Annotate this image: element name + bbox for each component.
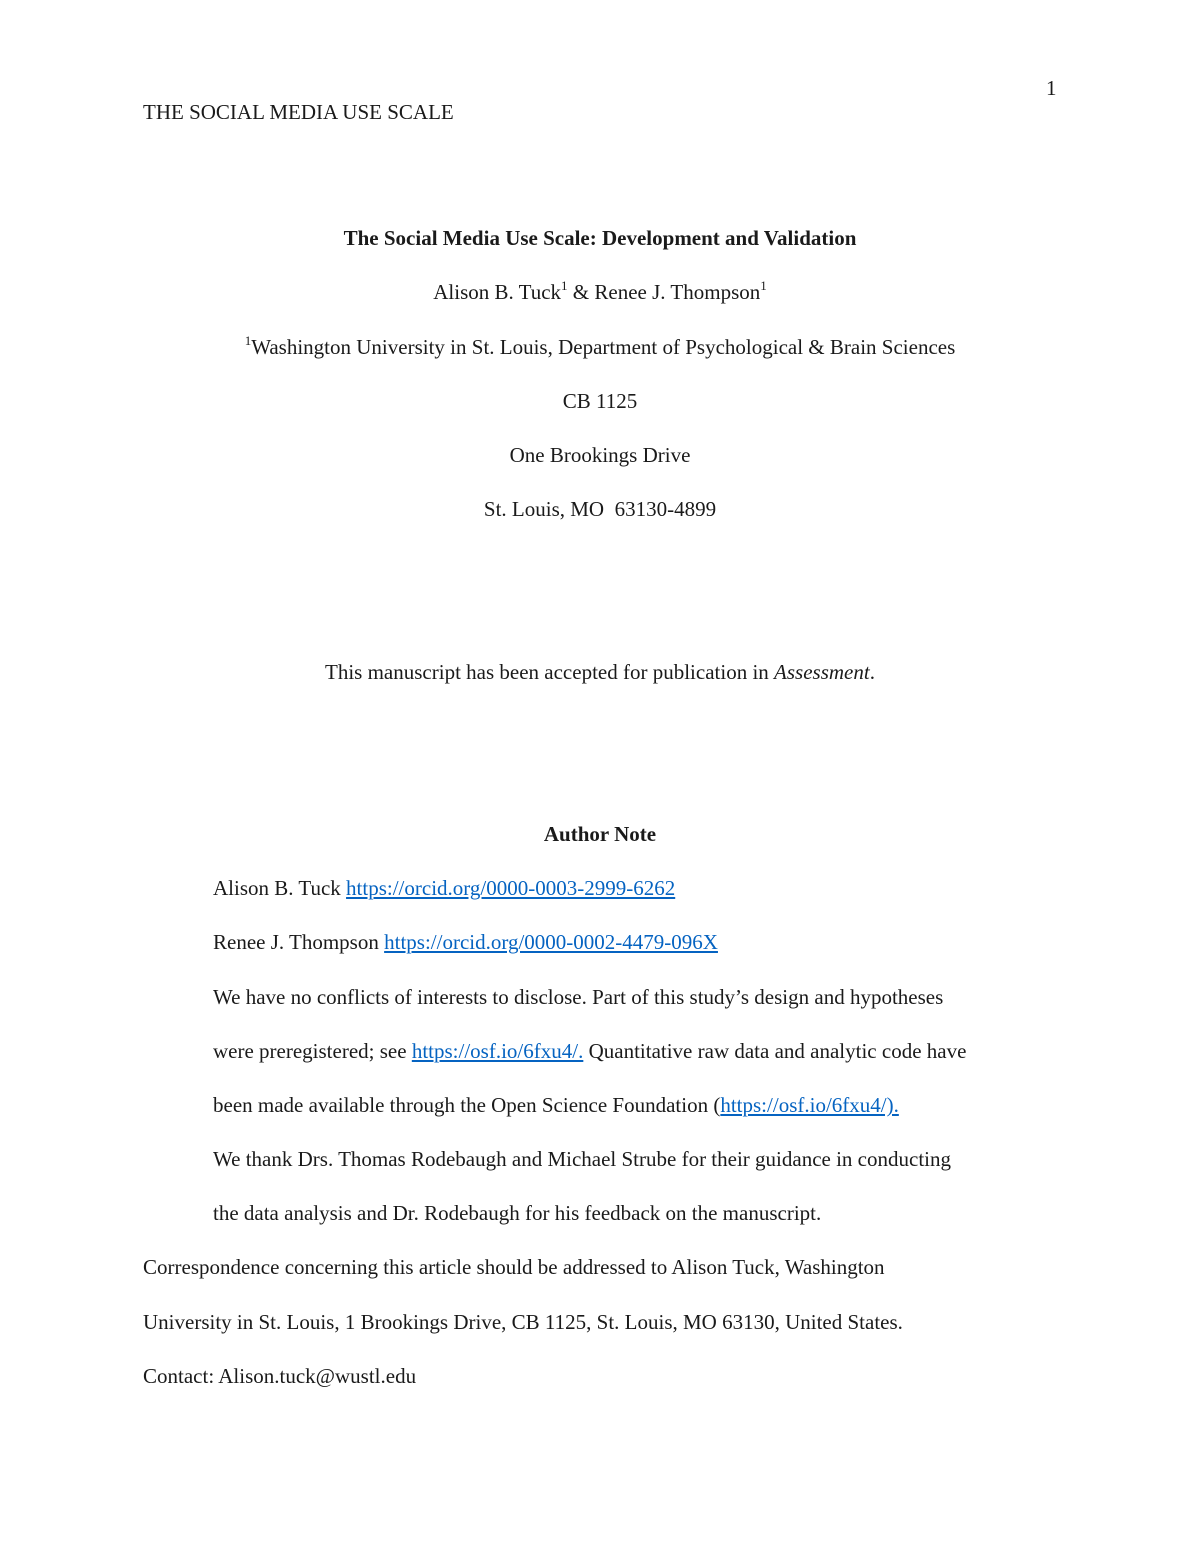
author-line: [0, 280, 1200, 305]
address-line-2: One Brookings Drive: [509, 443, 691, 467]
page-number: 1: [1046, 76, 1057, 100]
address-line-3: St. Louis, MO 63130-4899: [483, 497, 717, 521]
orcid-name-1: Alison B. Tuck: [213, 876, 347, 900]
publication-note: [0, 660, 1200, 685]
author-connector: &: [567, 280, 595, 304]
author-name-1: Alison B. Tuck: [433, 280, 562, 304]
running-head: THE SOCIAL MEDIA USE SCALE: [143, 100, 454, 124]
orcid-link-2[interactable]: https://orcid.org/0000-0002-4479-096X: [384, 930, 718, 954]
orcid-line-2: [213, 930, 718, 955]
thanks-line-2: the data analysis and Dr. Rodebaugh for his feedback on the manuscript.: [213, 1201, 822, 1225]
conflicts-line-2: [213, 1039, 966, 1064]
orcid-line-1: [213, 876, 675, 901]
publication-note-prefix: This manuscript has been accepted for publication in: [325, 660, 775, 684]
affiliation-superscript: 1: [244, 333, 252, 348]
conflicts-line-3: [213, 1093, 899, 1118]
conflicts-line-1: We have no conflicts of interests to disclose. Part of this study’s design and hypotheses: [213, 985, 944, 1009]
paper-title: The Social Media Use Scale: Development and Validation: [343, 226, 857, 250]
publication-note-suffix: .: [869, 660, 875, 684]
author-name-2: Renee J. Thompson: [594, 280, 761, 304]
author-2-superscript: 1: [760, 278, 767, 293]
author-1-superscript: 1: [561, 278, 568, 293]
conflicts-line-2-suffix: Quantitative raw data and analytic code have: [583, 1039, 967, 1063]
orcid-name-2: Renee J. Thompson: [213, 930, 385, 954]
author-note-heading: Author Note: [543, 822, 657, 846]
osf-link-1[interactable]: https://osf.io/6fxu4/.: [411, 1039, 584, 1063]
affiliation-text: Washington University in St. Louis, Department of Psychological & Brain Sciences: [251, 335, 956, 359]
conflicts-line-2-prefix: were preregistered; see: [213, 1039, 412, 1063]
affiliation-line: [0, 335, 1200, 360]
journal-name: Assessment: [774, 660, 870, 684]
correspondence-contact: Contact: Alison.tuck@wustl.edu: [143, 1364, 417, 1388]
correspondence-line-1: Correspondence concerning this article should be addressed to Alison Tuck, Washington: [143, 1255, 885, 1279]
thanks-line-1: We thank Drs. Thomas Rodebaugh and Michael Strube for their guidance in conducting: [213, 1147, 951, 1171]
conflicts-line-3-prefix: been made available through the Open Science Foundation (: [213, 1093, 721, 1117]
address-line-1: CB 1125: [562, 389, 638, 413]
orcid-link-1[interactable]: https://orcid.org/0000-0003-2999-6262: [346, 876, 676, 900]
correspondence-line-2: University in St. Louis, 1 Brookings Drive, CB 1125, St. Louis, MO 63130, United States.: [143, 1310, 903, 1334]
osf-link-2[interactable]: https://osf.io/6fxu4/).: [720, 1093, 899, 1117]
